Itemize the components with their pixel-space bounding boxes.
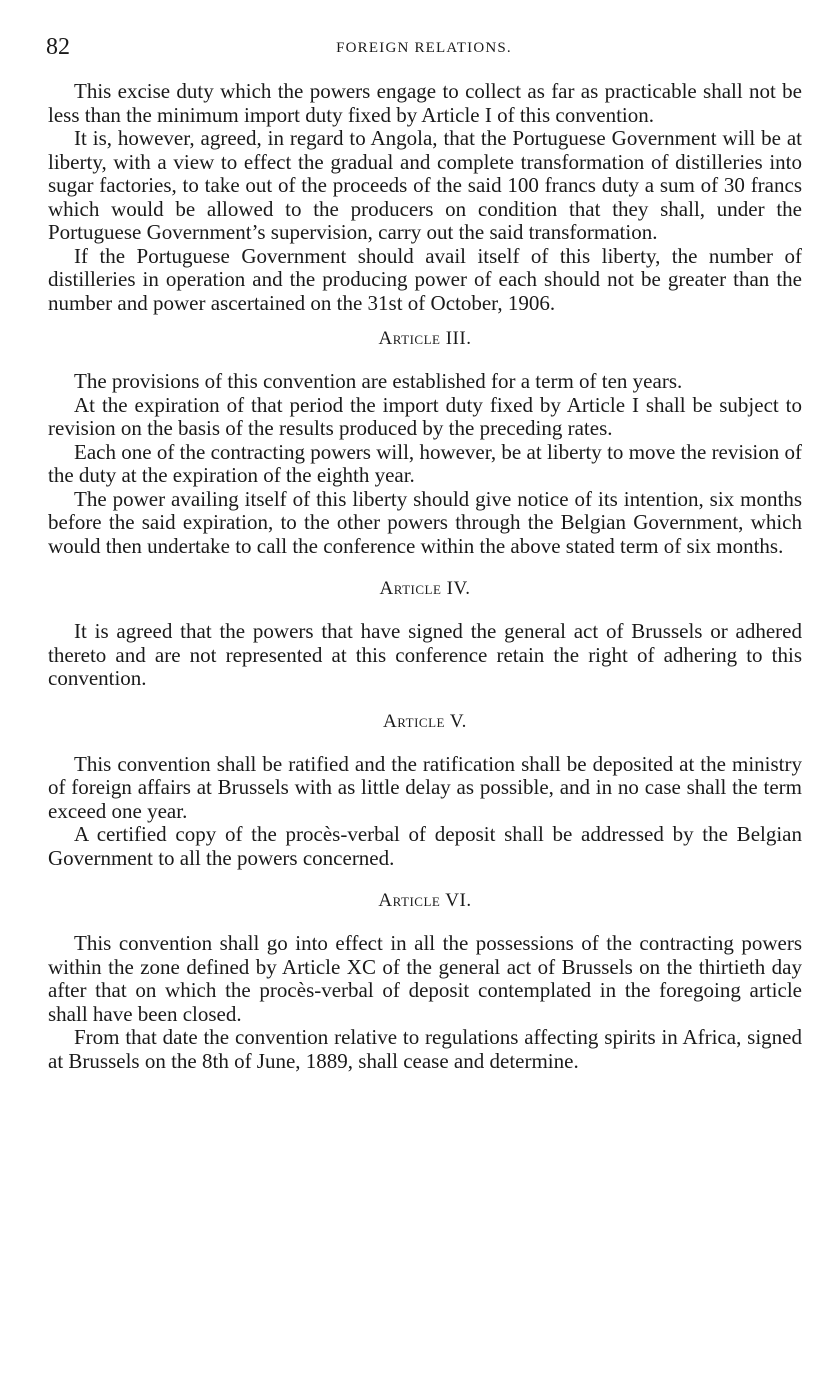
article-heading-v — [48, 711, 802, 733]
paragraph-eighth-year: Each one of the contracting powers will, however, be at liberty to move the revision of the duty at the expiration of the eighth year. — [48, 439, 802, 487]
article-word: Article — [383, 710, 445, 732]
paragraph-term-ten-years: The provisions of this convention are established for a term of ten years. — [74, 369, 683, 393]
paragraph-certified-copy: A certified copy of the procès-verbal of deposit shall be addressed by the Belgian Government to all the powers concerned. — [48, 822, 802, 870]
article-heading-iv — [48, 578, 802, 600]
paragraph-adhering: It is agreed that the powers that have signed the general act of Brussels or adhered thereto and are not represented at this conference retain the right of adhering to this convention. — [48, 619, 802, 690]
paragraph-cease: From that date the convention relative to regulations affecting spirits in Africa, signed at Brussels on the 8th of June, 1889, shall cease and determine. — [48, 1025, 802, 1073]
paragraph-portuguese-liberty: If the Portuguese Government should avail itself of this liberty, the number of distilleries in operation and the producing power of each should not be greater than the number and power ascertained on the 31st of October, 1906. — [48, 243, 802, 315]
article-word: Article — [379, 578, 442, 599]
article-number: V. — [449, 710, 467, 732]
page-header — [46, 34, 802, 64]
paragraph-revision: At the expiration of that period the import duty fixed by Article I shall be subject to revision on the basis of the results produced by the preceding rates. — [48, 392, 802, 440]
article-number: VI. — [445, 890, 472, 911]
paragraph-effect: This convention shall go into effect in all the possessions of the contracting powers within the zone defined by Article XC of the general act of Brussels on the thirtieth day after that on which the procès-verbal of deposit contemplated in the foregoing article shall have been closed. — [48, 931, 802, 1026]
paragraph-ratification: This convention shall be ratified and the ratification shall be deposited at the ministry of foreign affairs at Brussels with as little delay as possible, and in no case shall the term exceed one year. — [48, 751, 802, 823]
paragraph-angola: It is, however, agreed, in regard to Angola, that the Portuguese Government will be at liberty, with a view to effect the gradual and complete transformation of distilleries into sugar factories, to take out of the proceeds of the said 100 francs duty a sum of 30 francs which would be allowed to the producers on condition that they shall, under the Portuguese Government’s supervision, carry out the said transformation. — [48, 126, 802, 244]
article-heading-vi — [48, 890, 802, 912]
article-number: III. — [445, 328, 472, 349]
body-text — [48, 80, 802, 1073]
article-heading-iii — [48, 328, 802, 350]
paragraph-excise-duty: This excise duty which the powers engage to collect as far as practicable shall not be less than the minimum import duty fixed by Article I of this convention. — [48, 79, 802, 127]
page-number: 82 — [46, 34, 70, 60]
article-number: IV. — [446, 578, 471, 599]
article-word: Article — [378, 890, 441, 911]
paragraph-notice: The power availing itself of this liberty should give notice of its intention, six months before the said expiration, to the other powers through the Belgian Government, which would then undertake to call the conference within the above stated term of six months. — [48, 486, 802, 558]
running-title: FOREIGN RELATIONS. — [336, 40, 512, 56]
article-word: Article — [378, 328, 441, 349]
